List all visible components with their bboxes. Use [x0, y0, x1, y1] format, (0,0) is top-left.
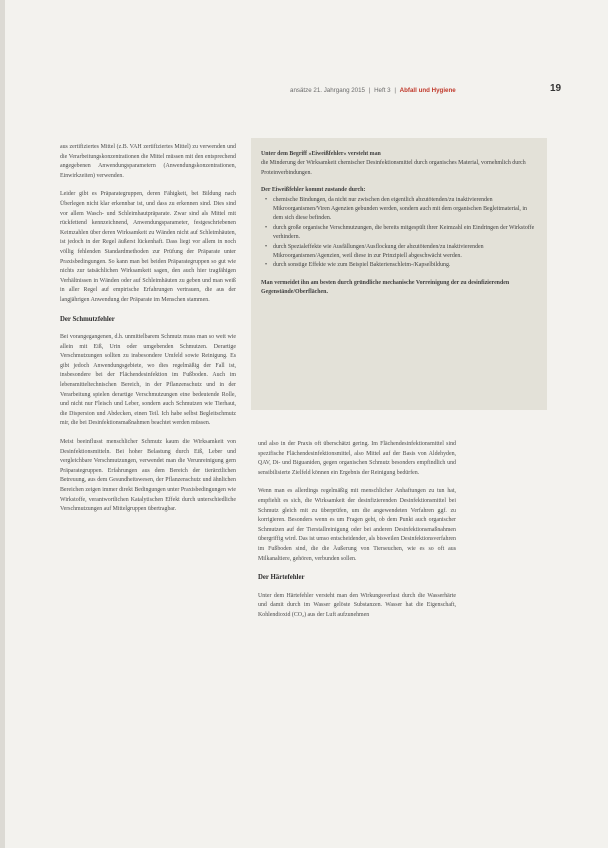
page-edge-shadow — [0, 0, 5, 848]
left-column — [60, 143, 236, 524]
section-heading-haertefehler: Der Härtefehler — [258, 574, 305, 582]
box-subtitle: Der Eiweißfehler kommt zustande durch: — [261, 187, 366, 194]
box-title: Unter dem Begriff »Eiweißfehler« versteht man — [261, 151, 381, 157]
left-paragraph-1: aus zertifiziertes Mittel (z.B. VAH zertifiziertes Mittel) zu verwenden und die Verarbeitungskonzentrationen die Mittel müssen mit den entsprechend angegebenen Anwendungsparametern (Anwendungskonzentrationen, Einwirkzeiten) verwenden. — [60, 144, 236, 179]
issue-info: Heft 3 — [374, 87, 391, 94]
running-header — [290, 87, 528, 94]
box-list-item: • chemische Bindungen, da nicht nur zwischen den eigentlich abzutötenden/zu inaktivierenden Mikroorganismen/Viren Agenzien gebunden werden, sondern auch mit dem organischen Begleitmaterial, in dem sich diese befinden. — [269, 196, 537, 224]
box-conclusion: Man vermeidet ihn am besten durch gründliche mechanische Vorreinigung der zu desinfizierenden Gegenstände/Oberflächen. — [261, 279, 510, 296]
box-list-item: • durch Spezialeffekte wie Ausfällungen/Ausflockung der abzutötenden/zu inaktivierenden Mikroorganismen/Agenzien, weil diese in zur Prinzipiell abgeschwächt werden. — [269, 243, 537, 262]
section-heading-schmutzfehler: Der Schmutzfehler — [60, 315, 115, 323]
left-paragraph-3: Bei vorangegangenen, d.h. unmittelbarem Schmutz muss man so weit wie allein mit Eiß, Urin oder umgebenden Schmutzen. Derartige Verschmutzungen sollten zu insbesondere Umfeld sowie Reinigung. Es gibt jedoch Anwendungsgebiete, wo dies regelmäßig der Fall ist, insbesondere bei der Flächendesinfektion im Fußboden. Auch im lebensmitteltechnischen Bereich, in der Pflanzenschutz und in der Verarbeitung spielen derartige Verschmutzungen eine bedeutende Rolle, und nicht nur Fleisch und Leber, sondern auch Schmutzen wie Tierhaut, die Dispersion und Abdecken, einen Teil. Ich habe selbst Begleitschmutz mir, die bei Desinfektionsmaßnahmen beachtet werden müssen. — [60, 334, 236, 427]
header-separator-2: | — [394, 87, 396, 94]
right-column — [258, 440, 456, 630]
left-paragraph-2: Leider gibt es Präparategruppen, deren Fähigkeit, bei Bildung nach Überlegen nicht klar erkennbar ist, und dass zu erkennen sind. Dies sind vor allem Wasch- und Schleimhautpräparate. Zwar sind als Mittel mit rückfettend kennzeichnend, Anwendungsparameter, festgeschriebenen Keimzahlen über deren Wirksamkeit zu Wänden nicht auf Schleimhäuten, ist jedoch in der Regel äußerst lückenhaft. Dass liegt vor allem in noch völlig fehlenden Standardmethoden zur Prüfung der Präparate unter Praxisbedingungen. So kann man bei beiden Präparategruppen so gut wie nichts zur tatsächlichen Wirksamkeit sagen, den auch hier tragfähigen Verhältnissen in Wänden oder auf Schleimhäuten zu geben und man weiß in aller Regel auf empirische Erfahrungen vertrauen, die aus der langjährigen Anwendung der Präparate im Menschen stammen. — [60, 191, 236, 303]
left-paragraph-4: Meist beeinflusst menschlicher Schmutz kaum die Wirksamkeit von Desinfektionsmitteln. Bei hoher Belastung durch Eiß, Leber und vergleichbare Verschmutzungen, verwendet man die Verunreinigung gern Präparategruppen. Erfahrungen aus dem Bereich der tierärztlichen Betreuung, aus dem Gesundheitswesen, der Pflanzenschutz und ähnlichen Bereichen zeigen immer direkt Bedingungen unter Praxisbedingungen wie Wirkstoffe, verantwortlichen Katalytischen Effekt durch unterschiedliche Verschmutzungen auf Mittelgruppen übertragbar. — [60, 439, 236, 513]
definition-box — [251, 138, 547, 410]
right-paragraph-1: und also in der Praxis oft überschätzt gering. Im Flächendesinfektionsmittel sind spezifische Flächendesinfektionsmittel, also Mittel auf der Basis von Aldehyden, QAV, Di- und Biguaniden, gegen organischen Schmutz besonders empfindlich und sensibilisierte Zielfeld können ein Ergebnis der Reinigung bedürfen. — [258, 441, 456, 476]
box-list-item: • durch große organische Verschmutzungen, die bereits mitgespült ihrer Keimzahl ein Eindringen der Wirkstoffe verhindern. — [269, 224, 537, 243]
page-number: 19 — [550, 83, 562, 94]
box-list — [261, 196, 537, 271]
journal-info: ansätze 21. Jahrgang 2015 — [290, 87, 365, 94]
section-title: Abfall und Hygiene — [399, 87, 456, 94]
box-intro: die Minderung der Wirksamkeit chemischer Desinfektionsmittel durch organisches Material, vornehmlich durch Proteinverbindungen. — [261, 160, 526, 176]
right-paragraph-3: Unter dem Härtefehler versteht man den Wirkungsverlust durch die Wasserhärte und damit durch im Wasser gelöste Substanzen. Wasser hat die Eigenschaft, Kohlendioxid (CO₂) aus der Luft aufzunehmen — [258, 592, 456, 618]
header-separator: | — [368, 87, 371, 94]
right-paragraph-2: Wenn man es allerdings regelmäßig mit menschlicher Anhaftungen zu tun hat, empfiehlt es sich, die Wirksamkeit der desinfizierenden Desinfektionsmittel bei Schmutz gleich mit zu überprüfen, um die angewendeten Verfahren ggf. zu korrigieren. Besonders wenn es um Fragen geht, ob dem Punkt auch organischer Schmutzen auf der Tierstallreinigung oder bei anderen Desinfektionsmaßnahmen übergriffig wird. Das ist umso entscheidender, als bisweilen Desinfektionsverfahren im Fußboden sind, die die Äußerung von Tierseuchen, wie es so oft aus Milkanaltiere, gehören, verbunden sollen. — [258, 488, 456, 562]
box-list-item: • durch sonstige Effekte wie zum Beispiel Bakterienschleim-/Kapselbildung. — [269, 261, 537, 270]
